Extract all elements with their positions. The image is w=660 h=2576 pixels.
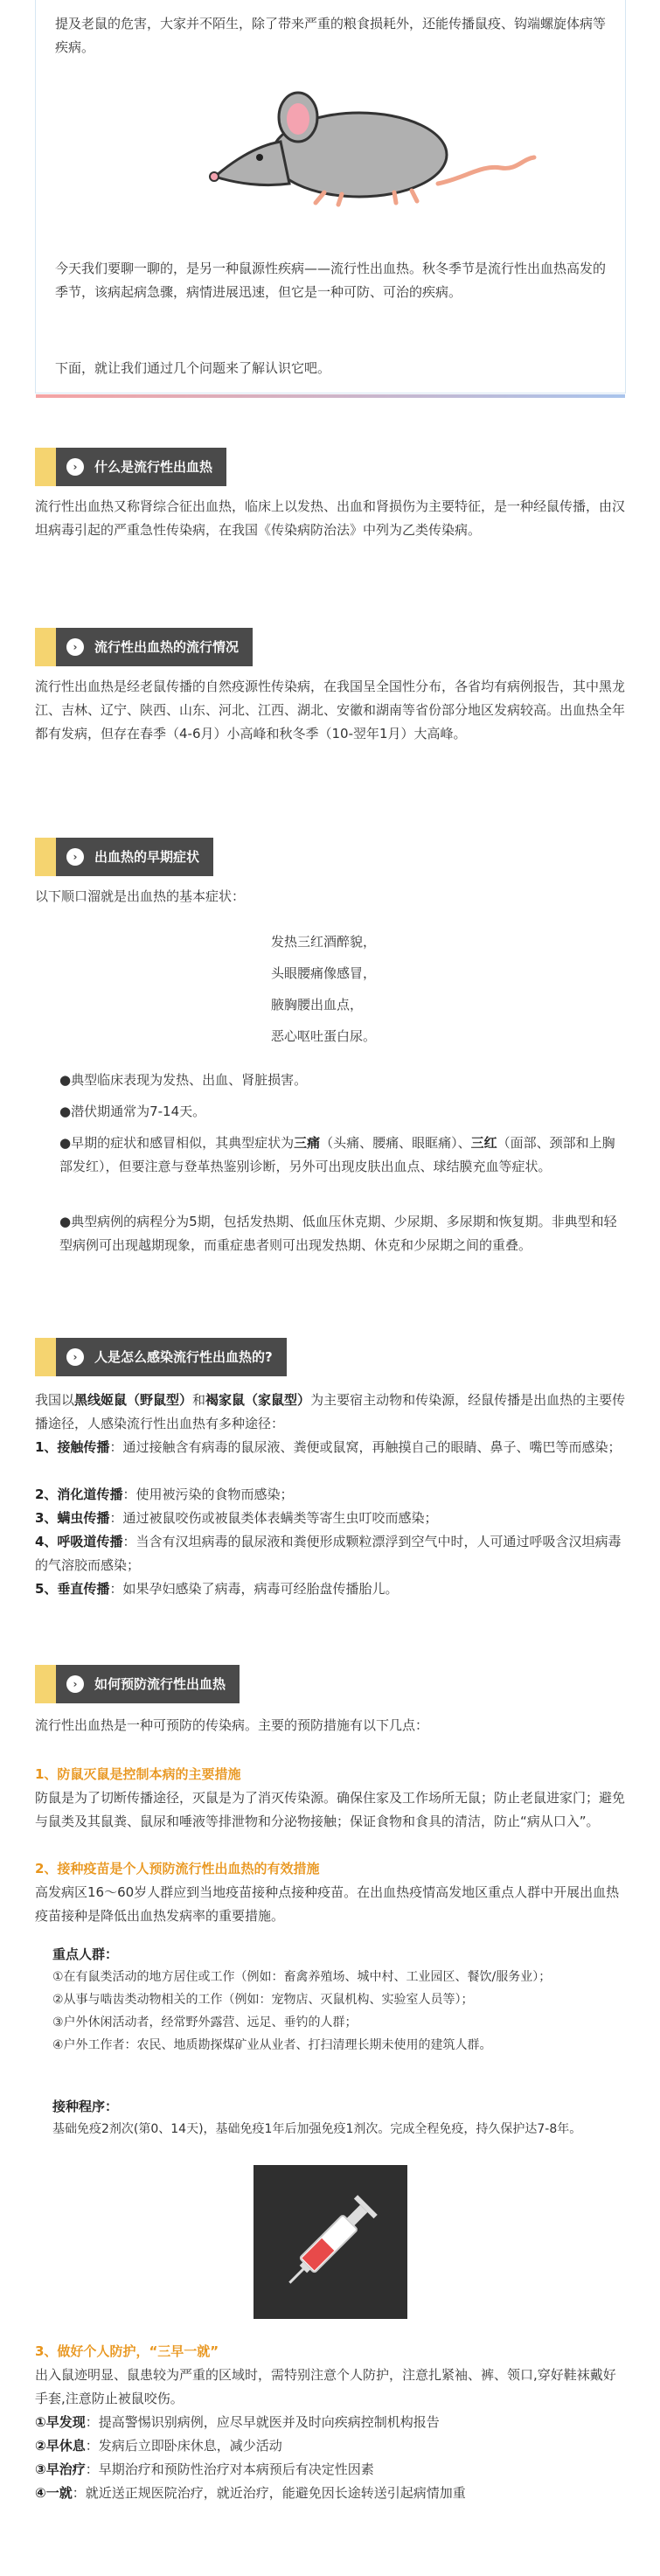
section-title: 流行性出血热的流行情况 [94, 639, 240, 655]
chevron-right-icon: › [66, 1675, 84, 1693]
key-population-title: 重点人群： [52, 1946, 119, 1962]
infection-route: 3、螨虫传播：通过被鼠咬伤或被鼠类体表螨类等寄生虫叮咬而感染； [35, 1510, 438, 1526]
mouse-illustration [176, 80, 543, 212]
intro-box [35, 0, 626, 393]
key-population-item: ④户外工作者：农民、地质勘探煤矿业从业者、打扫清理长期未使用的建筑人群。 [52, 2038, 492, 2052]
intro-paragraph-2: 今天我们要聊一聊的，是另一种鼠源性疾病——流行性出血热。秋冬季节是流行性出血热高发的季节，该病起病急骤，病情进展迅速，但它是一种可防、可治的疾病。 [55, 261, 607, 300]
chevron-right-icon: › [66, 638, 84, 656]
section-body-what-is: 流行性出血热又称肾综合征出血热，临床上以发热、出血和肾损伤为主要特征，是一种经鼠传播，由汉坦病毒引起的严重急性传染病，在我国《传染病防治法》中列为乙类传染病。 [35, 498, 626, 538]
key-population-item: ①在有鼠类活动的地方居住或工作（例如：畜禽养殖场、城中村、工业园区、餐饮/服务业）； [52, 1970, 552, 1984]
vaccination-schedule-title: 接种程序： [52, 2099, 119, 2114]
prevention-body-1: 防鼠是为了切断传播途径，灭鼠是为了消灭传染源。确保住家及工作场所无鼠；防止老鼠进家门；避免与鼠类及其鼠粪、鼠尿和唾液等排泄物和分泌物接触；保证食物和食具的清洁，防止“病从口入”。 [35, 1790, 626, 1829]
divider [36, 394, 625, 398]
prevention-body-2: 高发病区16～60岁人群应到当地疫苗接种点接种疫苗。在出血热疫情高发地区重点人群中开展出血热疫苗接种是降低出血热发病率的重要措施。 [35, 1884, 620, 1924]
key-population-item: ③户外休闲活动者，经常野外露营、远足、垂钓的人群； [52, 2016, 358, 2029]
symptom-bullet: ●早期的症状和感冒相似，其典型症状为三痛（头痛、腰痛、眼眶痛）、三红（面部、颈部和上胸部发红），但要注意与登革热鉴别诊断，另外可出现皮肤出血点、球结膜充血等症状。 [59, 1135, 615, 1174]
prevention-heading-1: 1、防鼠灭鼠是控制本病的主要措施 [35, 1766, 241, 1782]
chevron-right-icon: › [66, 848, 84, 866]
infection-route: 1、接触传播：通过接触含有病毒的鼠尿液、粪便或鼠窝，再触摸自己的眼睛、鼻子、嘴巴等而感染； [35, 1439, 622, 1455]
intro-paragraph-1: 提及老鼠的危害，大家并不陌生，除了带来严重的粮食损耗外，还能传播鼠疫、钩端螺旋体病等疾病。 [55, 16, 607, 55]
three-early-item: ②早休息：发病后立即卧床休息，减少活动 [35, 2438, 282, 2454]
rhyme-line: 头眼腰痛像感冒， [271, 965, 377, 981]
prevention-lead: 流行性出血热是一种可预防的传染病。主要的预防措施有以下几点： [35, 1717, 429, 1733]
symptom-bullet: ●典型临床表现为发热、出血、肾脏损害。 [59, 1072, 308, 1088]
key-population-box [52, 1943, 612, 2057]
infection-route: 5、垂直传播：如果孕妇感染了病毒，病毒可经胎盘传播胎儿。 [35, 1581, 399, 1597]
section-title: 如何预防流行性出血热 [94, 1676, 226, 1692]
rhyme-line: 发热三红酒醉貌， [271, 934, 377, 950]
section-body-epidemic: 流行性出血热是经老鼠传播的自然疫源性传染病，在我国呈全国性分布，各省均有病例报告，其中黑龙江、吉林、辽宁、陕西、山东、河北、江西、湖北、安徽和湖南等省份部分地区发病较高。出血热全年都有发病，但存在春季（4-6月）小高峰和秋冬季（10-翌年1月）大高峰。 [35, 679, 626, 741]
three-early-item: ①早发现：提高警惕识别病例，应尽早就医并及时向疾病控制机构报告 [35, 2414, 440, 2430]
infection-route: 4、呼吸道传播：当含有汉坦病毒的鼠尿液和粪便形成颗粒漂浮到空气中时，人可通过呼吸含汉坦病毒的气溶胶而感染； [35, 1534, 622, 1573]
rhyme-line: 恶心呕吐蛋白尿。 [271, 1028, 377, 1044]
prevention-body-3: 出入鼠迹明显、鼠患较为严重的区域时，需特别注意个人防护，注意扎紧袖、裤、领口,穿好鞋袜戴好手套,注意防止被鼠咬伤。 [35, 2367, 616, 2406]
section-title: 什么是流行性出血热 [94, 459, 213, 475]
infection-lead: 我国以黑线姬鼠（野鼠型）和褐家鼠（家鼠型）为主要宿主动物和传染源，经鼠传播是出血热的主要传播途径，人感染流行性出血热有多种途径： [35, 1392, 626, 1431]
infection-route: 2、消化道传播：使用被污染的食物而感染； [35, 1486, 294, 1502]
prevention-heading-3: 3、做好个人防护，“三早一就” [35, 2343, 219, 2359]
vaccination-schedule-box [52, 2095, 612, 2141]
three-early-item: ③早治疗：早期治疗和预防性治疗对本病预后有决定性因素 [35, 2461, 374, 2477]
prevention-heading-2: 2、接种疫苗是个人预防流行性出血热的有效措施 [35, 1861, 320, 1876]
symptoms-lead: 以下顺口溜就是出血热的基本症状： [35, 888, 246, 904]
chevron-right-icon: › [66, 458, 84, 476]
syringe-icon [254, 2165, 407, 2319]
section-title: 人是怎么感染流行性出血热的? [94, 1349, 273, 1365]
rhyme-line: 腋胸腰出血点， [271, 997, 364, 1013]
intro-paragraph-3: 下面，就让我们通过几个问题来了解认识它吧。 [55, 360, 331, 376]
key-population-item: ②从事与啮齿类动物相关的工作（例如：宠物店、灭鼠机构、实验室人员等）； [52, 1993, 474, 2007]
vaccination-schedule-text: 基础免疫2剂次(第0、14天)，基础免疫1年后加强免疫1剂次。完成全程免疫，持久保护达7-8年。 [52, 2122, 582, 2136]
symptom-bullet: ●潜伏期通常为7-14天。 [59, 1104, 206, 1119]
chevron-right-icon: › [66, 1348, 84, 1366]
three-early-item: ④一就：就近送正规医院治疗，就近治疗，能避免因长途转送引起病情加重 [35, 2485, 466, 2501]
symptom-bullet: ●典型病例的病程分为5期，包括发热期、低血压休克期、少尿期、多尿期和恢复期。非典型和轻型病例可出现越期现象，而重症患者则可出现发热期、休克和少尿期之间的重叠。 [59, 1214, 617, 1253]
section-title: 出血热的早期症状 [94, 849, 200, 865]
